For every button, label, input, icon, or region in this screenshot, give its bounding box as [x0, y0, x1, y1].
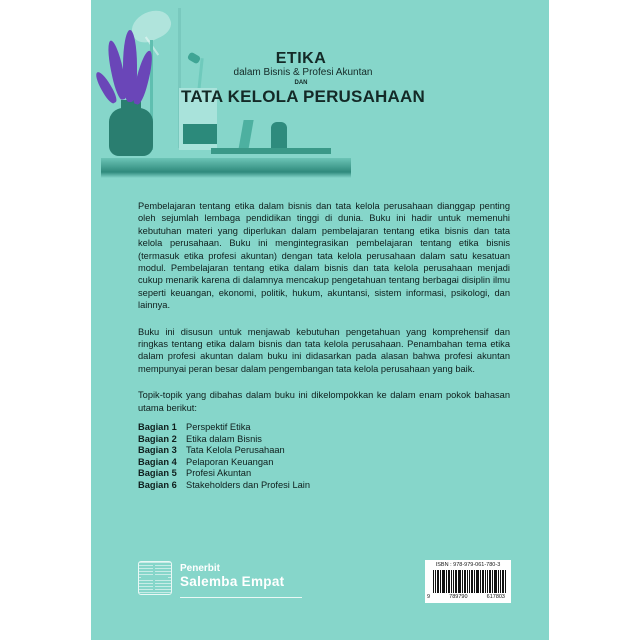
publisher-label: Penerbit — [180, 563, 221, 574]
paragraph: Pembelajaran tentang etika dalam bisnis dan tata kelola perusahaan dianggap penting oleh sejumlah lembaga pendidikan tinggi di dunia. Buku ini hadir untuk memenuhi kebutuhan materi yang diperlukan dalam pembelajaran tentang etika bisnis dan tata kelola perusahaan. Buku ini mengintegrasikan pembelajaran tentang etika bisnis (termasuk etika profesi akuntan) dengan tata kelola perusahaan dalam satu kesatuan modul. Pembelajaran tentang etika dalam bisnis dan tata kelola perusahaan menjadi cukup menarik karena di dalamnya mencakup pengetahuan tentang berbagai disiplin ilmu seperti keuangan, ekonomi, politik, hukum, akuntansi, sistem informasi, psikologi, dan lainnya. — [138, 201, 510, 311]
desk-surface — [101, 158, 351, 178]
chapter-title: Stakeholders dan Profesi Lain — [186, 480, 311, 491]
barcode-digit-lead: 9 — [427, 594, 431, 600]
isbn-barcode — [425, 560, 511, 603]
book-back-cover — [91, 0, 549, 640]
chapter-number: Bagian 3 — [138, 445, 177, 456]
title-secondary: TATA KELOLA PERUSAHAAN — [181, 87, 425, 106]
title-connector: DAN — [294, 80, 308, 86]
barcode-digits — [427, 594, 511, 600]
chapter-title: Perspektif Etika — [186, 422, 251, 433]
synopsis — [138, 200, 510, 492]
paragraph: Buku ini disusun untuk menjawab kebutuhan pengetahuan yang komprehensif dan ringkas tentang etika dalam bisnis dan tata kelola perusahaan. Penambahan tema etika dalam profesi akuntan dalam buku ini didasarkan pada alasan bahwa profesi akuntan mempunyai peran besar dalam pengembangan tata kelola perusahaan yang baik. — [138, 326, 510, 374]
laptop-base — [211, 148, 331, 154]
chapter-item — [138, 480, 510, 492]
barcode-bars — [433, 570, 507, 593]
title-subtitle: dalam Bisnis & Profesi Akuntan — [233, 67, 373, 78]
chapter-item — [138, 445, 510, 457]
paragraph: Topik-topik yang dibahas dalam buku ini dikelompokkan ke dalam enam pokok bahasan utama berikut: — [138, 390, 510, 413]
barcode-digits-right: 617803 — [486, 594, 505, 600]
chapter-title: Profesi Akuntan — [186, 468, 252, 479]
chapter-list — [138, 422, 510, 492]
chapter-title: Etika dalam Bisnis — [186, 433, 262, 444]
chapter-item — [138, 434, 510, 446]
chapter-item — [138, 422, 510, 434]
chapter-number: Bagian 1 — [138, 422, 177, 433]
logo-divider — [153, 564, 155, 591]
chapter-number: Bagian 4 — [138, 456, 177, 467]
publisher-logo-icon — [138, 561, 172, 595]
chapter-title: Tata Kelola Perusahaan — [186, 445, 285, 456]
isbn-number: ISBN : 978-979-061-780-3 — [435, 562, 501, 568]
laptop-icon — [238, 120, 253, 150]
chapter-number: Bagian 5 — [138, 468, 177, 479]
title-main: ETIKA — [275, 50, 327, 67]
monitor-screen — [183, 124, 217, 144]
publisher-name: Salemba Empat — [180, 574, 285, 589]
chapter-number: Bagian 2 — [138, 433, 177, 444]
publisher-underline — [180, 597, 302, 598]
chapter-number: Bagian 6 — [138, 480, 177, 491]
vase-icon — [109, 108, 153, 156]
barcode-digits-left: 789790 — [449, 594, 468, 600]
chapter-title: Pelaporan Keuangan — [186, 456, 274, 467]
chapter-item — [138, 457, 510, 469]
publisher-block — [138, 561, 308, 601]
desk-lamp-icon — [187, 52, 201, 65]
chapter-item — [138, 468, 510, 480]
